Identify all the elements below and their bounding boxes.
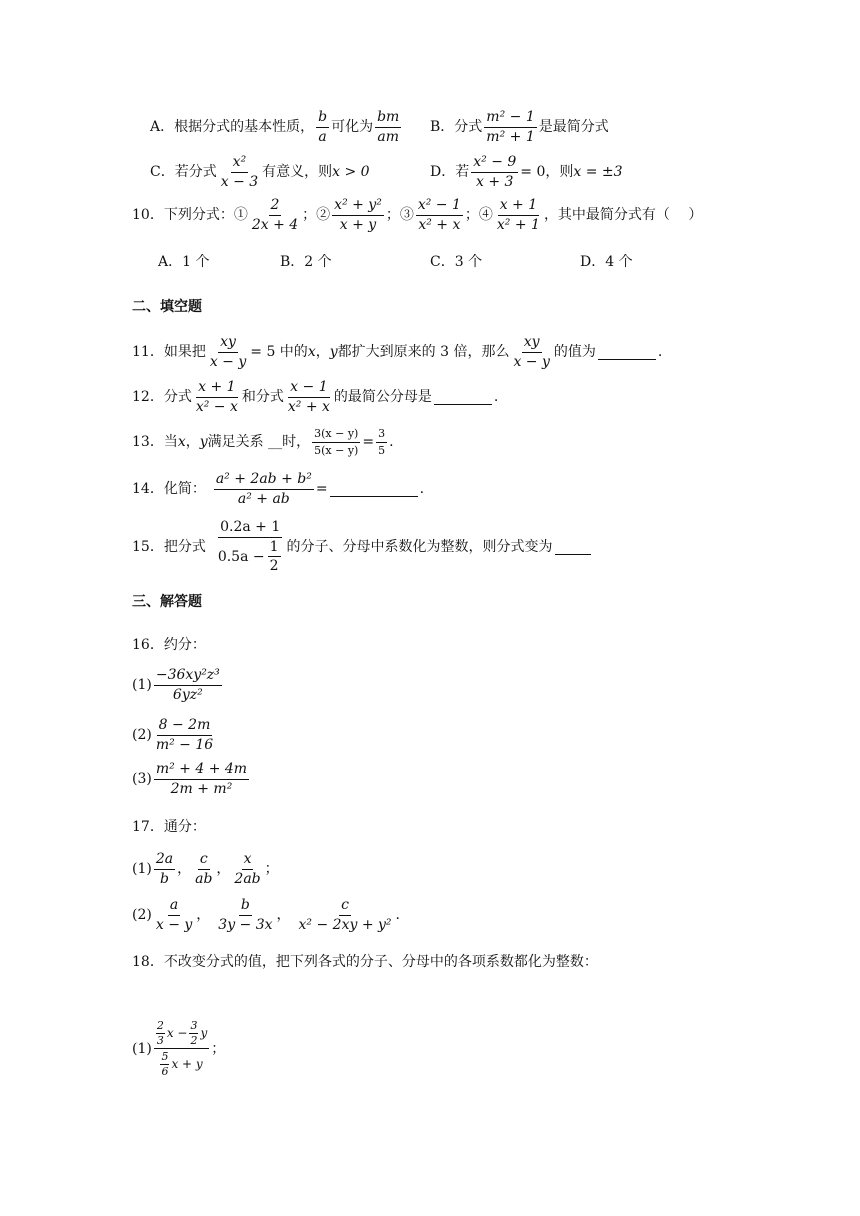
fraction: m² − 1 m² + 1 — [486, 109, 535, 145]
q10-option-d: D．4 个 — [580, 254, 633, 270]
fraction: $\frac{3(x - y)}{5(x - y)}$ — [314, 427, 359, 457]
fraction: $\frac{3}{2}$ — [190, 1019, 198, 1047]
q16-item-1: (1) −36xy²z³ 6yz² — [132, 667, 220, 703]
fraction: bm am — [377, 109, 400, 145]
q9-option-b: B．分式 m² − 1 m² + 1 是最简分式 — [430, 109, 609, 145]
fraction: x 2ab — [234, 851, 261, 887]
q9-a-text: A．根据分式的基本性质， — [150, 119, 315, 136]
fraction: x² x − 3 — [220, 154, 259, 190]
q9-option-a: A．根据分式的基本性质， b a 可化为 bm am — [150, 109, 400, 145]
answer-blank[interactable] — [330, 482, 418, 497]
fraction: $\frac{\text{x² − 9}}{x + 3}$ — [473, 154, 517, 190]
q9-option-d: D．若 $\frac{\text{x² − 9}}{x + 3}$ = 0，则 x = ±3 — [430, 154, 623, 190]
section-heading-solve: 三、解答题 — [132, 594, 202, 610]
answer-blank[interactable] — [555, 540, 591, 555]
answer-blank[interactable] — [598, 345, 656, 360]
q10-option-a: A．1 个 — [158, 254, 210, 270]
q11: 11．如果把 $\frac{xy}{x - y}$ = 5 中的 x ， y 都扩大到原来的 3 倍，那么 xy x − y 的值为 . — [132, 334, 663, 370]
fraction: −36xy²z³ 6yz² — [155, 667, 220, 703]
q17-title: 17．通分： — [132, 819, 206, 835]
fraction: c ab — [195, 851, 213, 887]
q10-option-c: C．3 个 — [430, 254, 483, 270]
fraction: x + 1 x² − x — [195, 379, 238, 415]
section-heading-fill-in: 二、填空题 — [132, 299, 202, 315]
compound-fraction: 0.2a + 1 0.5a − $\frac{1}{2}$ — [217, 519, 281, 575]
fraction: $\frac{3}{5}$ — [378, 427, 386, 457]
q16-title: 16．约分： — [132, 637, 206, 653]
fraction: 5 6 — [161, 1050, 169, 1078]
fraction: 2 3 — [156, 1019, 164, 1047]
fraction: c x² − 2xy + y² — [298, 897, 392, 933]
fraction: 2a b — [155, 851, 174, 887]
q17-row-1: (1) 2a b ， c ab ， x 2ab ； — [132, 851, 279, 887]
fraction: $\frac{1}{2}$ — [269, 538, 279, 575]
fraction: b 3y − 3x — [218, 897, 273, 933]
fraction: b a — [318, 109, 328, 145]
q10-stem: 10．下列分式：① 2 2x + 4 ；② x² + y² x + y ；③ x² − 1 x² + x ；④ x + 1 x² + 1 ，其中最简分式有（ ） — [132, 197, 703, 233]
q18-item-1: (1) 2 3 x − $\frac{3}{2}$ y 5 6 x + y ； — [132, 1019, 226, 1078]
fraction: 8 − 2m m² − 16 — [155, 717, 214, 753]
fraction: x² − 1 x² + x — [417, 197, 461, 233]
fraction: x − 1 x² + x — [287, 379, 330, 415]
fraction: x² + y² x + y — [334, 197, 382, 233]
fraction: m² + 4 + 4m 2m + m² — [155, 761, 248, 797]
q12: 12．分式 x + 1 x² − x 和分式 x − 1 x² + x 的最简公分母是 . — [132, 379, 499, 415]
fraction: 2 2x + 4 — [251, 197, 299, 233]
fraction: x + 1 x² + 1 — [496, 197, 540, 233]
q18-title: 18．不改变分式的值，把下列各式的分子、分母中的各项系数都化为整数： — [132, 954, 598, 970]
fraction: xy x − y — [513, 334, 550, 370]
answer-blank[interactable] — [434, 390, 492, 405]
fraction: $\frac{xy}{x - y}$ — [209, 334, 247, 370]
fraction: a x − y — [155, 897, 193, 933]
fraction: $\frac{\text{a² + 2ab + b²}}{\text{a² + ab}}$ — [215, 471, 312, 507]
q15: 15．把分式 0.2a + 1 0.5a − $\frac{1}{2}$ 的分子、分母中系数化为整数，则分式变为 — [132, 520, 593, 574]
q14: 14．化简： $\frac{\text{a² + 2ab + b²}}{\text{a² + ab}}$ = . — [132, 471, 425, 507]
q16-item-3: (3) m² + 4 + 4m 2m + m² — [132, 761, 248, 797]
compound-fraction: 2 3 x − $\frac{3}{2}$ y 5 6 x + y — [154, 1020, 209, 1077]
q10-option-b: B．2 个 — [280, 254, 332, 270]
q9-option-c: C．若分式 x² x − 3 有意义，则 x > 0 — [150, 154, 370, 190]
q16-item-2: (2) 8 − 2m m² − 16 — [132, 717, 214, 753]
q17-row-2: (2) a x − y ， b 3y − 3x ， c x² − 2xy + y² . — [132, 897, 400, 933]
q13: 13．当 x ， y 满足关系 __时， $\frac{3(x - y)}{5(x - y)}$ = $\frac{3}{5}$ . — [132, 427, 394, 457]
